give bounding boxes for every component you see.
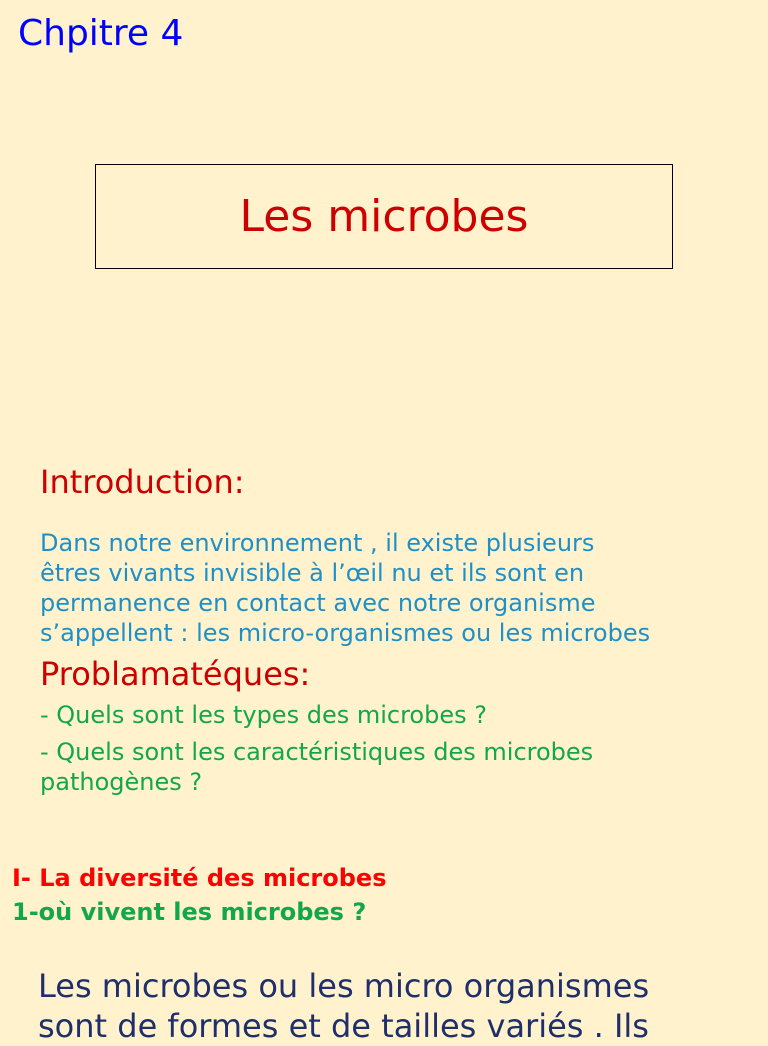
introduction-line: Dans notre environnement , il existe plusieurs xyxy=(40,529,595,557)
problematiques-heading: Problamatéques: xyxy=(40,655,311,693)
section-paragraph xyxy=(38,966,649,1046)
section-line: sont de formes et de tailles variés . Ils xyxy=(38,1007,649,1045)
chapter-label: Chpitre 4 xyxy=(18,13,184,54)
section-heading: I- La diversité des microbes xyxy=(12,864,387,892)
question-characteristics xyxy=(40,737,593,797)
question-line: pathogènes ? xyxy=(40,768,203,796)
question-line: - Quels sont les caractéristiques des microbes xyxy=(40,738,594,766)
introduction-paragraph xyxy=(40,528,760,648)
introduction-line: s’appellent : les micro-organismes ou les microbes xyxy=(40,619,651,647)
introduction-heading: Introduction: xyxy=(40,463,245,501)
introduction-line: permanence en contact avec notre organisme xyxy=(40,589,596,617)
section-line: Les microbes ou les micro organismes xyxy=(38,967,650,1005)
subsection-heading: 1-où vivent les microbes ? xyxy=(12,898,367,926)
introduction-line: êtres vivants invisible à l’œil nu et ils sont en xyxy=(40,559,585,587)
question-types: - Quels sont les types des microbes ? xyxy=(40,701,487,729)
title-box xyxy=(95,164,673,269)
page-title: Les microbes xyxy=(239,190,529,242)
